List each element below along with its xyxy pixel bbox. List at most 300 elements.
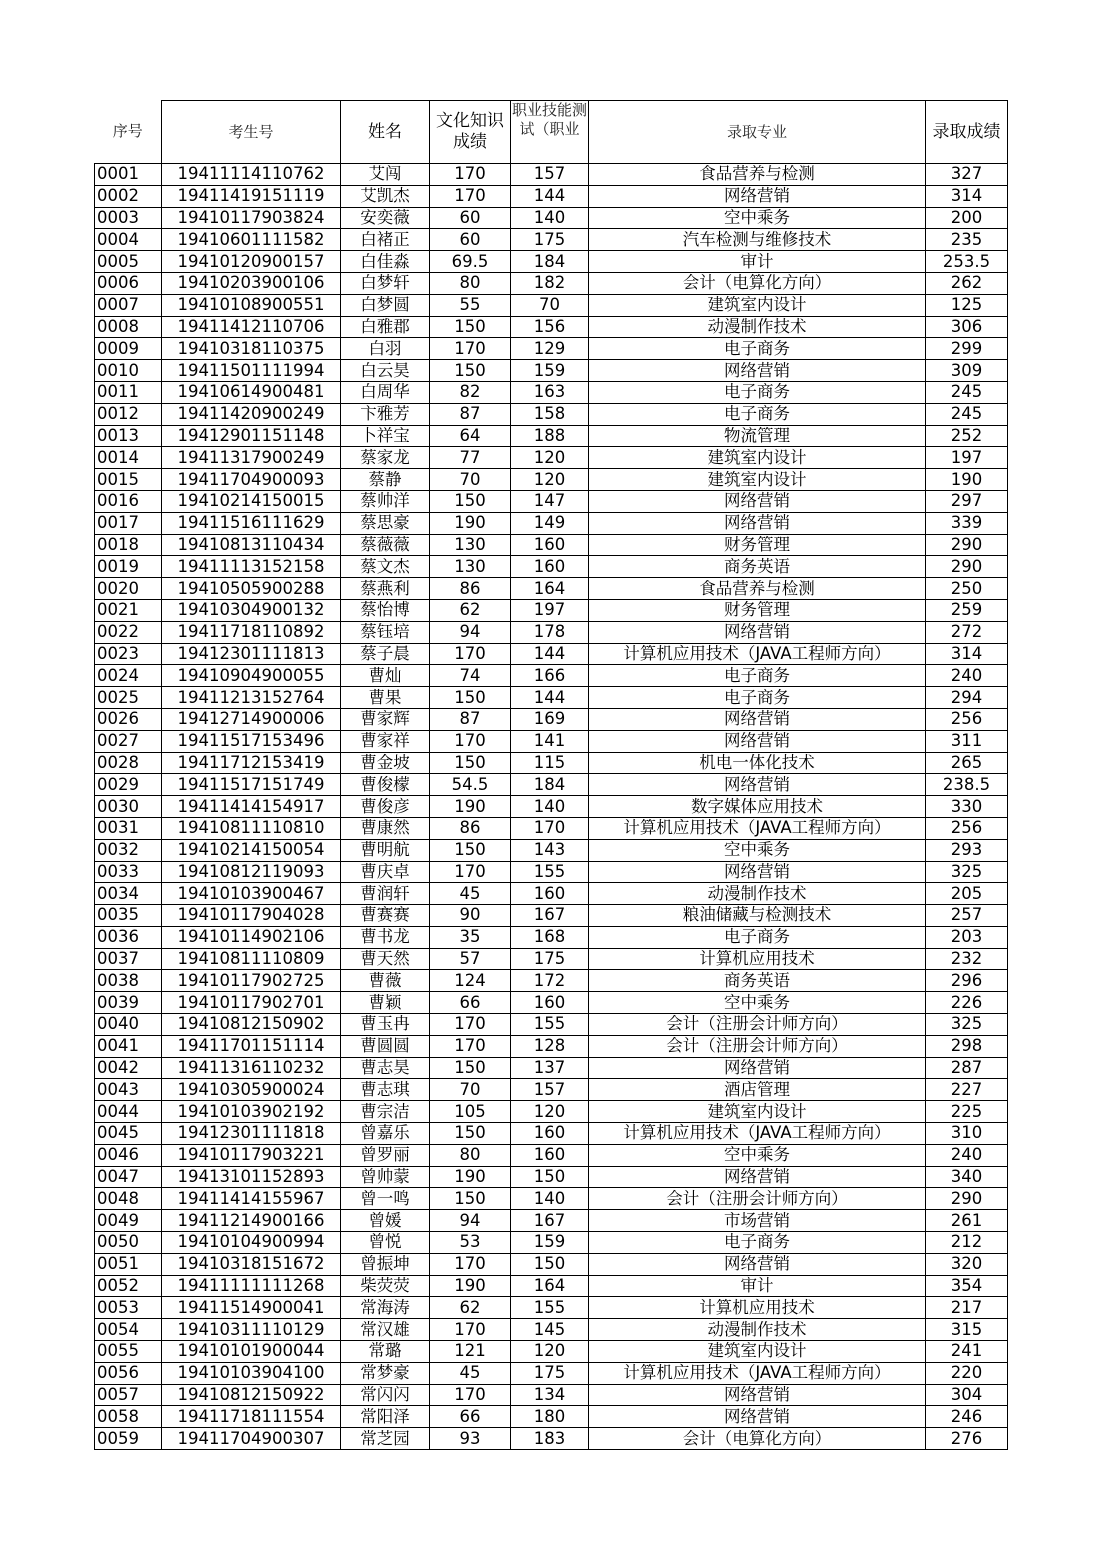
- cell-skill-score: 134: [511, 1384, 589, 1406]
- cell-skill-score: 140: [511, 1188, 589, 1210]
- cell-skill-score: 145: [511, 1319, 589, 1341]
- cell-major: 汽车检测与维修技术: [589, 229, 926, 251]
- cell-exam-no: 19410214150054: [162, 839, 341, 861]
- cell-name: 白佳淼: [341, 251, 430, 273]
- cell-major: 空中乘务: [589, 992, 926, 1014]
- cell-exam-no: 19410505900288: [162, 578, 341, 600]
- cell-major: 网络营销: [589, 1406, 926, 1428]
- cell-exam-no: 19410117904028: [162, 905, 341, 927]
- cell-admit-score: 290: [926, 1188, 1008, 1210]
- cell-exam-no: 19410812119093: [162, 861, 341, 883]
- cell-culture-score: 87: [430, 403, 511, 425]
- cell-name: 曹俊彦: [341, 796, 430, 818]
- cell-exam-no: 19410318110375: [162, 338, 341, 360]
- cell-culture-score: 77: [430, 447, 511, 469]
- cell-major: 计算机应用技术: [589, 948, 926, 970]
- cell-major: 电子商务: [589, 381, 926, 403]
- cell-major: 网络营销: [589, 490, 926, 512]
- cell-major: 网络营销: [589, 621, 926, 643]
- cell-admit-score: 241: [926, 1341, 1008, 1363]
- cell-major: 网络营销: [589, 1057, 926, 1079]
- cell-name: 蔡帅洋: [341, 490, 430, 512]
- cell-name: 曾一鸣: [341, 1188, 430, 1210]
- cell-name: 蔡家龙: [341, 447, 430, 469]
- cell-name: 曹果: [341, 687, 430, 709]
- cell-culture-score: 150: [430, 490, 511, 512]
- table-row: [95, 861, 1008, 883]
- table-row: [95, 578, 1008, 600]
- cell-skill-score: 166: [511, 665, 589, 687]
- table-row: [95, 1319, 1008, 1341]
- cell-skill-score: 160: [511, 1144, 589, 1166]
- cell-admit-score: 252: [926, 425, 1008, 447]
- cell-seq: 0035: [95, 905, 162, 927]
- table-row: [95, 1232, 1008, 1254]
- header-admit-score: 录取成绩: [926, 101, 1008, 164]
- cell-skill-score: 168: [511, 926, 589, 948]
- cell-skill-score: 158: [511, 403, 589, 425]
- table-row: [95, 687, 1008, 709]
- cell-skill-score: 175: [511, 948, 589, 970]
- cell-skill-score: 175: [511, 229, 589, 251]
- cell-name: 曾罗丽: [341, 1144, 430, 1166]
- cell-major: 计算机应用技术（JAVA工程师方向）: [589, 1123, 926, 1145]
- cell-admit-score: 232: [926, 948, 1008, 970]
- cell-admit-score: 330: [926, 796, 1008, 818]
- cell-exam-no: 19412714900006: [162, 708, 341, 730]
- table-row: [95, 207, 1008, 229]
- cell-seq: 0042: [95, 1057, 162, 1079]
- cell-skill-score: 120: [511, 1101, 589, 1123]
- cell-culture-score: 62: [430, 599, 511, 621]
- header-skill-test: [511, 101, 589, 164]
- cell-name: 曹薇: [341, 970, 430, 992]
- cell-admit-score: 325: [926, 861, 1008, 883]
- cell-exam-no: 19410811110809: [162, 948, 341, 970]
- cell-culture-score: 170: [430, 1319, 511, 1341]
- cell-name: 白褚正: [341, 229, 430, 251]
- cell-culture-score: 45: [430, 883, 511, 905]
- cell-culture-score: 94: [430, 621, 511, 643]
- cell-name: 曾嘉乐: [341, 1123, 430, 1145]
- cell-seq: 0050: [95, 1232, 162, 1254]
- cell-seq: 0045: [95, 1123, 162, 1145]
- cell-major: 计算机应用技术: [589, 1297, 926, 1319]
- table-row: [95, 469, 1008, 491]
- table-row: [95, 905, 1008, 927]
- cell-name: 常汉雄: [341, 1319, 430, 1341]
- cell-skill-score: 141: [511, 730, 589, 752]
- cell-name: 曹玉冉: [341, 1014, 430, 1036]
- cell-name: 曹明航: [341, 839, 430, 861]
- cell-culture-score: 86: [430, 578, 511, 600]
- cell-culture-score: 150: [430, 1188, 511, 1210]
- cell-admit-score: 310: [926, 1123, 1008, 1145]
- cell-culture-score: 150: [430, 360, 511, 382]
- admission-table: [94, 100, 1008, 1450]
- cell-major: 电子商务: [589, 665, 926, 687]
- cell-exam-no: 19412901151148: [162, 425, 341, 447]
- cell-seq: 0007: [95, 294, 162, 316]
- cell-admit-score: 339: [926, 512, 1008, 534]
- table-row: [95, 1297, 1008, 1319]
- cell-name: 蔡静: [341, 469, 430, 491]
- cell-exam-no: 19411412110706: [162, 316, 341, 338]
- cell-skill-score: 144: [511, 687, 589, 709]
- cell-seq: 0055: [95, 1341, 162, 1363]
- table-row: [95, 534, 1008, 556]
- cell-major: 商务英语: [589, 556, 926, 578]
- cell-culture-score: 190: [430, 1275, 511, 1297]
- cell-culture-score: 170: [430, 1014, 511, 1036]
- cell-culture-score: 64: [430, 425, 511, 447]
- cell-seq: 0010: [95, 360, 162, 382]
- cell-skill-score: 175: [511, 1362, 589, 1384]
- cell-exam-no: 19411718110892: [162, 621, 341, 643]
- cell-major: 建筑室内设计: [589, 469, 926, 491]
- cell-admit-score: 226: [926, 992, 1008, 1014]
- cell-seq: 0044: [95, 1101, 162, 1123]
- cell-name: 白周华: [341, 381, 430, 403]
- cell-major: 市场营销: [589, 1210, 926, 1232]
- table-row: [95, 1188, 1008, 1210]
- cell-major: 电子商务: [589, 1232, 926, 1254]
- cell-skill-score: 183: [511, 1428, 589, 1450]
- cell-major: 财务管理: [589, 599, 926, 621]
- cell-admit-score: 217: [926, 1297, 1008, 1319]
- cell-exam-no: 19411517153496: [162, 730, 341, 752]
- table-row: [95, 948, 1008, 970]
- cell-name: 曹圆圆: [341, 1035, 430, 1057]
- cell-exam-no: 19411213152764: [162, 687, 341, 709]
- cell-name: 艾凯杰: [341, 185, 430, 207]
- cell-exam-no: 19411514900041: [162, 1297, 341, 1319]
- cell-seq: 0039: [95, 992, 162, 1014]
- header-name: 姓名: [341, 101, 430, 164]
- table-row: [95, 556, 1008, 578]
- cell-name: 白羽: [341, 338, 430, 360]
- cell-exam-no: 19410120900157: [162, 251, 341, 273]
- cell-culture-score: 53: [430, 1232, 511, 1254]
- cell-seq: 0047: [95, 1166, 162, 1188]
- cell-skill-score: 164: [511, 1275, 589, 1297]
- cell-culture-score: 45: [430, 1362, 511, 1384]
- cell-name: 曹赛赛: [341, 905, 430, 927]
- cell-major: 网络营销: [589, 730, 926, 752]
- cell-admit-score: 272: [926, 621, 1008, 643]
- cell-admit-score: 250: [926, 578, 1008, 600]
- cell-culture-score: 150: [430, 752, 511, 774]
- cell-admit-score: 240: [926, 665, 1008, 687]
- cell-major: 网络营销: [589, 708, 926, 730]
- cell-skill-score: 163: [511, 381, 589, 403]
- cell-name: 白雅郡: [341, 316, 430, 338]
- cell-seq: 0005: [95, 251, 162, 273]
- cell-culture-score: 150: [430, 687, 511, 709]
- cell-name: 蔡钰培: [341, 621, 430, 643]
- cell-exam-no: 19410117903221: [162, 1144, 341, 1166]
- table-row: [95, 1362, 1008, 1384]
- cell-name: 曹金坡: [341, 752, 430, 774]
- cell-exam-no: 19411712153419: [162, 752, 341, 774]
- cell-name: 蔡薇薇: [341, 534, 430, 556]
- cell-name: 曹灿: [341, 665, 430, 687]
- cell-seq: 0043: [95, 1079, 162, 1101]
- table-row: [95, 1406, 1008, 1428]
- cell-culture-score: 94: [430, 1210, 511, 1232]
- table-row: [95, 1166, 1008, 1188]
- cell-skill-score: 155: [511, 861, 589, 883]
- cell-name: 曹家辉: [341, 708, 430, 730]
- cell-culture-score: 57: [430, 948, 511, 970]
- cell-seq: 0020: [95, 578, 162, 600]
- cell-culture-score: 121: [430, 1341, 511, 1363]
- cell-admit-score: 261: [926, 1210, 1008, 1232]
- cell-name: 艾闯: [341, 164, 430, 186]
- cell-seq: 0019: [95, 556, 162, 578]
- cell-admit-score: 354: [926, 1275, 1008, 1297]
- cell-culture-score: 150: [430, 316, 511, 338]
- cell-seq: 0004: [95, 229, 162, 251]
- cell-major: 电子商务: [589, 687, 926, 709]
- cell-admit-score: 298: [926, 1035, 1008, 1057]
- cell-seq: 0012: [95, 403, 162, 425]
- cell-admit-score: 235: [926, 229, 1008, 251]
- table-row: [95, 970, 1008, 992]
- table-row: [95, 643, 1008, 665]
- cell-skill-score: 180: [511, 1406, 589, 1428]
- cell-seq: 0040: [95, 1014, 162, 1036]
- header-seq: 序号: [95, 101, 162, 164]
- table-row: [95, 425, 1008, 447]
- cell-exam-no: 19410811110810: [162, 817, 341, 839]
- cell-admit-score: 246: [926, 1406, 1008, 1428]
- cell-culture-score: 80: [430, 1144, 511, 1166]
- cell-name: 曾悦: [341, 1232, 430, 1254]
- cell-name: 蔡怡博: [341, 599, 430, 621]
- cell-exam-no: 19410103902192: [162, 1101, 341, 1123]
- cell-skill-score: 128: [511, 1035, 589, 1057]
- cell-major: 计算机应用技术（JAVA工程师方向）: [589, 643, 926, 665]
- cell-seq: 0009: [95, 338, 162, 360]
- cell-skill-score: 137: [511, 1057, 589, 1079]
- cell-major: 电子商务: [589, 338, 926, 360]
- cell-admit-score: 325: [926, 1014, 1008, 1036]
- cell-exam-no: 19411113152158: [162, 556, 341, 578]
- cell-seq: 0049: [95, 1210, 162, 1232]
- cell-skill-score: 160: [511, 1123, 589, 1145]
- cell-name: 曹俊檬: [341, 774, 430, 796]
- header-exam-no: 考生号: [162, 101, 341, 164]
- cell-admit-score: 294: [926, 687, 1008, 709]
- cell-skill-score: 184: [511, 774, 589, 796]
- cell-major: 机电一体化技术: [589, 752, 926, 774]
- cell-major: 空中乘务: [589, 207, 926, 229]
- table-row: [95, 272, 1008, 294]
- cell-skill-score: 172: [511, 970, 589, 992]
- table-row: [95, 360, 1008, 382]
- cell-admit-score: 197: [926, 447, 1008, 469]
- cell-exam-no: 19411414155967: [162, 1188, 341, 1210]
- table-row: [95, 294, 1008, 316]
- table-row: [95, 708, 1008, 730]
- table-row: [95, 1101, 1008, 1123]
- header-culture-score: 文化知识成绩: [430, 101, 511, 164]
- table-row: [95, 1057, 1008, 1079]
- table-row: [95, 752, 1008, 774]
- cell-culture-score: 124: [430, 970, 511, 992]
- cell-exam-no: 19410813110434: [162, 534, 341, 556]
- cell-major: 动漫制作技术: [589, 1319, 926, 1341]
- cell-seq: 0015: [95, 469, 162, 491]
- table-row: [95, 1035, 1008, 1057]
- cell-skill-score: 167: [511, 905, 589, 927]
- cell-exam-no: 19410117902701: [162, 992, 341, 1014]
- cell-admit-score: 190: [926, 469, 1008, 491]
- cell-skill-score: 156: [511, 316, 589, 338]
- cell-skill-score: 157: [511, 1079, 589, 1101]
- cell-skill-score: 143: [511, 839, 589, 861]
- cell-seq: 0033: [95, 861, 162, 883]
- cell-major: 网络营销: [589, 185, 926, 207]
- cell-exam-no: 19410114902106: [162, 926, 341, 948]
- cell-skill-score: 149: [511, 512, 589, 534]
- cell-culture-score: 70: [430, 469, 511, 491]
- cell-skill-score: 120: [511, 447, 589, 469]
- cell-major: 电子商务: [589, 403, 926, 425]
- cell-seq: 0021: [95, 599, 162, 621]
- cell-name: 常闪闪: [341, 1384, 430, 1406]
- cell-exam-no: 19410601111582: [162, 229, 341, 251]
- cell-seq: 0034: [95, 883, 162, 905]
- cell-admit-score: 245: [926, 381, 1008, 403]
- cell-seq: 0001: [95, 164, 162, 186]
- cell-seq: 0037: [95, 948, 162, 970]
- cell-exam-no: 19413101152893: [162, 1166, 341, 1188]
- cell-seq: 0036: [95, 926, 162, 948]
- table-row: [95, 164, 1008, 186]
- cell-name: 曾振坤: [341, 1253, 430, 1275]
- cell-skill-score: 182: [511, 272, 589, 294]
- cell-seq: 0002: [95, 185, 162, 207]
- cell-exam-no: 19410812150902: [162, 1014, 341, 1036]
- cell-exam-no: 19411316110232: [162, 1057, 341, 1079]
- cell-name: 常梦豪: [341, 1362, 430, 1384]
- cell-admit-score: 296: [926, 970, 1008, 992]
- cell-admit-score: 203: [926, 926, 1008, 948]
- cell-seq: 0058: [95, 1406, 162, 1428]
- cell-exam-no: 19410812150922: [162, 1384, 341, 1406]
- table-row: [95, 839, 1008, 861]
- cell-name: 曹庆卓: [341, 861, 430, 883]
- cell-name: 曹志昊: [341, 1057, 430, 1079]
- cell-major: 会计（电算化方向）: [589, 272, 926, 294]
- cell-culture-score: 170: [430, 1253, 511, 1275]
- cell-seq: 0041: [95, 1035, 162, 1057]
- cell-exam-no: 19410104900994: [162, 1232, 341, 1254]
- table-row: [95, 316, 1008, 338]
- cell-major: 网络营销: [589, 360, 926, 382]
- cell-culture-score: 55: [430, 294, 511, 316]
- cell-seq: 0051: [95, 1253, 162, 1275]
- cell-name: 安奕薇: [341, 207, 430, 229]
- cell-skill-score: 70: [511, 294, 589, 316]
- cell-seq: 0056: [95, 1362, 162, 1384]
- cell-admit-score: 257: [926, 905, 1008, 927]
- cell-name: 曾媛: [341, 1210, 430, 1232]
- cell-seq: 0026: [95, 708, 162, 730]
- cell-admit-score: 253.5: [926, 251, 1008, 273]
- header-row: [95, 101, 1008, 164]
- cell-skill-score: 140: [511, 207, 589, 229]
- cell-culture-score: 54.5: [430, 774, 511, 796]
- cell-major: 会计（注册会计师方向）: [589, 1035, 926, 1057]
- cell-skill-score: 140: [511, 796, 589, 818]
- table-row: [95, 774, 1008, 796]
- table-row: [95, 796, 1008, 818]
- cell-seq: 0018: [95, 534, 162, 556]
- cell-admit-score: 276: [926, 1428, 1008, 1450]
- cell-exam-no: 19410305900024: [162, 1079, 341, 1101]
- cell-skill-score: 159: [511, 360, 589, 382]
- cell-seq: 0027: [95, 730, 162, 752]
- cell-seq: 0048: [95, 1188, 162, 1210]
- cell-skill-score: 155: [511, 1014, 589, 1036]
- table-row: [95, 1144, 1008, 1166]
- cell-skill-score: 115: [511, 752, 589, 774]
- cell-culture-score: 170: [430, 730, 511, 752]
- cell-major: 审计: [589, 251, 926, 273]
- cell-exam-no: 19410614900481: [162, 381, 341, 403]
- cell-exam-no: 19410214150015: [162, 490, 341, 512]
- cell-name: 常璐: [341, 1341, 430, 1363]
- cell-exam-no: 19410203900106: [162, 272, 341, 294]
- cell-seq: 0053: [95, 1297, 162, 1319]
- cell-admit-score: 309: [926, 360, 1008, 382]
- table-row: [95, 817, 1008, 839]
- table-row: [95, 926, 1008, 948]
- cell-skill-score: 144: [511, 185, 589, 207]
- cell-culture-score: 87: [430, 708, 511, 730]
- cell-major: 物流管理: [589, 425, 926, 447]
- cell-culture-score: 62: [430, 1297, 511, 1319]
- cell-seq: 0032: [95, 839, 162, 861]
- cell-seq: 0024: [95, 665, 162, 687]
- cell-culture-score: 66: [430, 992, 511, 1014]
- cell-admit-score: 212: [926, 1232, 1008, 1254]
- cell-seq: 0008: [95, 316, 162, 338]
- cell-skill-score: 129: [511, 338, 589, 360]
- cell-major: 建筑室内设计: [589, 1341, 926, 1363]
- cell-skill-score: 150: [511, 1253, 589, 1275]
- cell-major: 动漫制作技术: [589, 883, 926, 905]
- cell-skill-score: 120: [511, 469, 589, 491]
- cell-exam-no: 19410103904100: [162, 1362, 341, 1384]
- cell-culture-score: 74: [430, 665, 511, 687]
- cell-major: 会计（注册会计师方向）: [589, 1014, 926, 1036]
- cell-admit-score: 205: [926, 883, 1008, 905]
- cell-exam-no: 19410108900551: [162, 294, 341, 316]
- cell-culture-score: 150: [430, 839, 511, 861]
- cell-name: 曹书龙: [341, 926, 430, 948]
- cell-skill-score: 155: [511, 1297, 589, 1319]
- cell-exam-no: 19411111111268: [162, 1275, 341, 1297]
- cell-culture-score: 130: [430, 534, 511, 556]
- cell-admit-score: 256: [926, 708, 1008, 730]
- table-row: [95, 251, 1008, 273]
- cell-seq: 0038: [95, 970, 162, 992]
- cell-exam-no: 19411516111629: [162, 512, 341, 534]
